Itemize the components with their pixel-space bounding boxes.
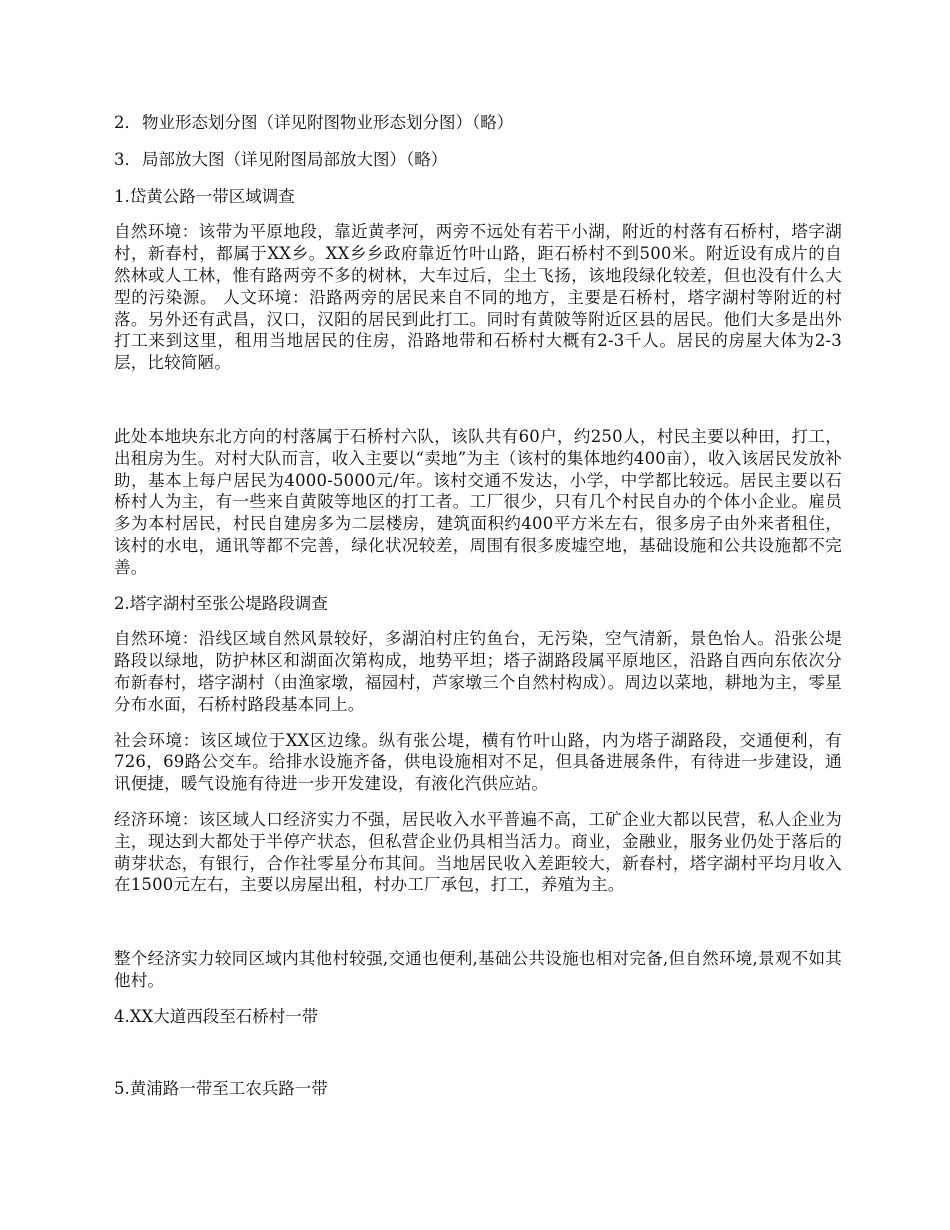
list-item-2 [114,112,842,134]
section-5-title: 5.黄浦路一带至工农兵路一带 [114,1078,328,1098]
list-item-number: 2． [114,113,141,132]
section-2-paragraph-4: 整个经济实力较同区域内其他村较强,交通也便利,基础公共设施也相对完备,但自然环境,景观不如其他村。 [114,949,842,990]
section-4-title: 4.XX大道西段至石桥村一带 [114,1006,319,1026]
section-1-title: 1.岱黄公路一带区域调查 [114,186,295,206]
section-1-paragraph-2: 此处本地块东北方向的村落属于石桥村六队，该队共有60户，约250人，村民主要以种田，打工，出租房为生。对村大队而言，收入主要以“卖地”为主（该村的集体地约400亩），收入该居民发放补助，基本上每户居民为4000-5000元/年。该村交通不发达，小学，中学都比较远。居民主要以石桥村人为主，有一些来自黄陂等地区的打工者。工厂很少，只有几个村民自办的个体小企业。雇员多为本村居民，村民自建房多为二层楼房，建筑面积约400平方米左右，很多房子由外来者租住，该村的水电，通讯等都不完善，绿化状况较差，周围有很多废墟空地，基础设施和公共设施都不完善。 [114,426,842,577]
section-2-title: 2.塔字湖村至张公堤路段调查 [114,593,328,613]
section-1-paragraph-1: 自然环境：该带为平原地段，靠近黄孝河，两旁不远处有若干小湖，附近的村落有石桥村，塔字湖村，新春村，都属于XX乡。XX乡乡政府靠近竹叶山路，距石桥村不到500米。附近设有成片的自然林或人工林，惟有路两旁不多的树林，大车过后，尘土飞扬，该地段绿化较差，但也没有什么大型的污染源。 人文环境：沿路两旁的居民来自不同的地方，主要是石桥村，塔字湖村等附近的村落。另外还有武昌，汉口，汉阳的居民到此打工。同时有黄陂等附近区县的居民。他们大多是出外打工来到这里，租用当地居民的住房，沿路地带和石桥村大概有2-3千人。居民的房屋大体为2-3层，比较简陋。 [114,222,842,373]
section-2-paragraph-3: 经济环境：该区域人口经济实力不强，居民收入水平普遍不高，工矿企业大都以民营，私人企业为主，现达到大都处于半停产状态，但私营企业仍具相当活力。商业，金融业，服务业仍处于落后的萌芽状态，有银行，合作社零星分布其间。当地居民收入差距较大，新春村，塔字湖村平均月收入在1500元左右，主要以房屋出租，村办工厂承包，打工，养殖为主。 [114,809,842,895]
section-2-paragraph-2: 社会环境：该区域位于XX区边缘。纵有张公堤，横有竹叶山路，内为塔子湖路段，交通便利，有726，69路公交车。给排水设施齐备，供电设施相对不足，但具备进展条件，有待进一步建设，通讯便捷，暖气设施有待进一步开发建设，有液化汽供应站。 [114,730,842,794]
list-item-text: 物业形态划分图（详见附图物业形态划分图）（略） [142,113,514,132]
list-item-3 [114,149,842,171]
list-item-number: 3． [114,149,141,169]
section-2-paragraph-1: 自然环境：沿线区域自然风景较好，多湖泊村庄钓鱼台，无污染，空气清新，景色怡人。沿张公堤路段以绿地，防护林区和湖面次第构成，地势平坦；塔子湖路段属平原地区，沿路自西向东依次分布新春村，塔字湖村（由渔家墩，福园村，芦家墩三个自然村构成）。周边以菜地，耕地为主，零星分布水面，石桥村路段基本同上。 [114,629,842,714]
list-item-text: 局部放大图（详见附图局部放大图）（略） [142,149,448,169]
document-page [114,108,842,1099]
